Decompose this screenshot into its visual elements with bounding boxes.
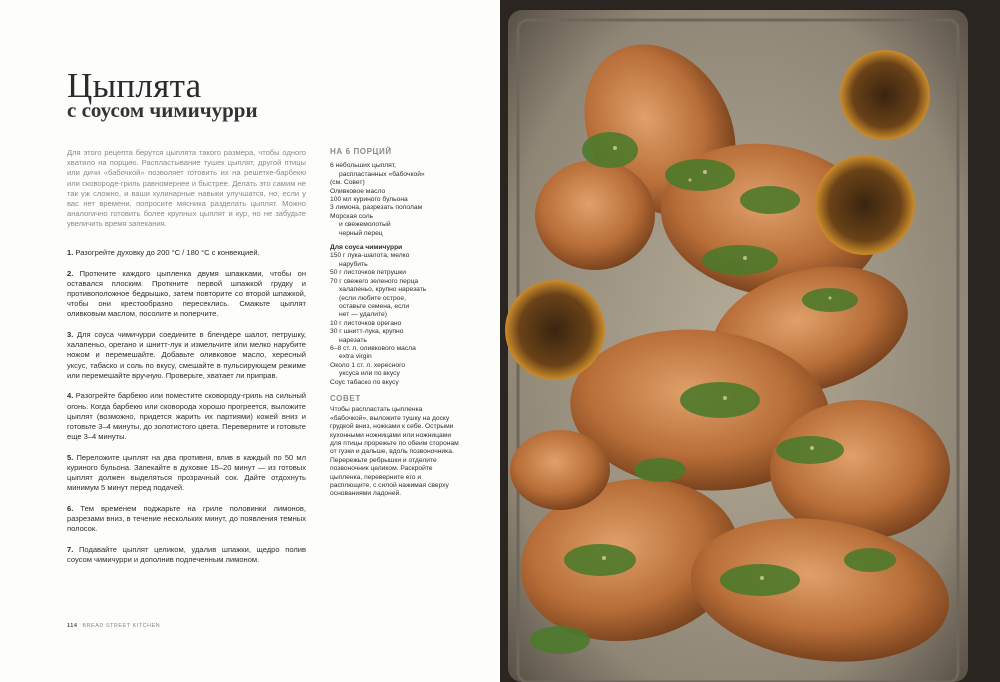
ingredient-line: 150 г лука-шалота, мелко <box>330 252 410 260</box>
ingredient-line: (если любите острое, <box>339 294 406 302</box>
page-number: 114 <box>67 623 78 629</box>
ingredient-line: и свежемолотый <box>339 221 391 229</box>
grilled-lemon <box>815 155 915 255</box>
step-number: 6. <box>67 504 74 514</box>
ingredient-line: 100 мл куриного бульона <box>330 196 408 204</box>
ingredients-column <box>330 148 460 499</box>
food-photo <box>500 0 1000 682</box>
chicken-piece <box>535 160 655 270</box>
step-number: 3. <box>67 330 74 339</box>
ingredient-line: халапеньо, крупно нарезать <box>339 286 427 294</box>
step-number: 2. <box>67 268 74 278</box>
recipe-intro: Для этого рецепта берутся цыплята такого размера, чтобы одного хватило на порцию. Распластывание тушек цыплят, другой птицы или дичи «бабочкой» позволяет готовить их на решетке-барбекю или сковороде-гриль равномернее и быстрее. Делать это самим не так уж сложно, и ваши кулинарные навыки улучшатся, но, если у вас нет времени, попросите мясника разделать цыплят. Можно аналогично готовить более крупных цыплят и кур, но не забудьте увеличить время запекания. <box>67 148 306 229</box>
recipe-steps <box>67 248 306 576</box>
sauce-heading: Для соуса чимичурри <box>330 244 403 252</box>
ingredient-line: черный перец <box>339 229 383 237</box>
step-number: 1. <box>67 248 74 257</box>
tip-text: Чтобы распластать цыпленка «бабочкой», выложите тушку на доску грудкой вниз, ножками к себе. Острыми кухонными ножницами или ножницами для птицы прорежьте по обеим сторонам от гузки и дальше, вдоль позвоночника. Перережьте ребрышки и отделите позвоночник целиком. Раскройте цыпленка, переверните его и расплющите, с силой нажимая сверху основаниями ладоней. <box>330 406 459 498</box>
step-number: 4. <box>67 391 74 401</box>
ingredient-line: extra virgin <box>339 353 372 361</box>
ingredient-line: 30 г шнитт-лука, крупно <box>330 328 404 336</box>
book-title: BREAD STREET KITCHEN <box>82 623 161 629</box>
ingredient-line: нарубить <box>339 260 368 268</box>
ingredient-line: Соус табаско по вкусу <box>330 378 399 386</box>
grilled-lemon <box>505 280 605 380</box>
recipe-step <box>67 269 306 320</box>
roasted-chicken-photo <box>500 0 1000 682</box>
step-text: Проткните каждого цыпленка двумя шпажками, чтобы он оставался плоским. Проткните первой шпажкой грудку и противоположное бедрышко, затем повторите со второй шпажкой, чтобы они крестообразно пересеклись. Смажьте цыплят оливковым маслом, посолите и поперчите. <box>67 268 306 319</box>
ingredient-line: (см. Совет) <box>330 179 365 187</box>
sauce-ingredients-list <box>330 252 460 387</box>
ingredient-line: 70 г свежего зеленого перца <box>330 277 419 285</box>
ingredient-line: распластанных «бабочкой» <box>339 170 425 178</box>
recipe-title: Цыплята <box>67 66 202 105</box>
step-number: 5. <box>67 452 74 462</box>
recipe-subtitle: с соусом чимичурри <box>67 98 258 122</box>
ingredient-line: уксуса или по вкусу <box>339 370 400 378</box>
grilled-lemon <box>840 50 930 140</box>
step-text: Разогрейте барбекю или поместите сковороду-гриль на сильный огонь. Когда барбекю или сковорода хорошо прогреется, выложите цыплят (возможно, придется жарить их партиями) кожей вниз и готовьте 3–4 минуты, до золотистого цвета. Переверните и готовьте еще 3–4 минуты. <box>67 391 306 442</box>
ingredient-line: нарезать <box>339 336 367 344</box>
recipe-step <box>67 330 306 381</box>
ingredient-line: Морская соль <box>330 212 374 220</box>
recipe-step <box>67 248 306 258</box>
recipe-step <box>67 391 306 442</box>
ingredients-main-list <box>330 162 460 238</box>
step-text: Разогрейте духовку до 200 °С / 180 °С с конвекцией. <box>75 248 260 257</box>
ingredient-line: Оливковое масло <box>330 187 386 195</box>
recipe-step <box>67 545 306 565</box>
ingredient-line: 50 г листочков петрушки <box>330 269 406 277</box>
step-number: 7. <box>67 545 74 555</box>
ingredient-line: нет — удалите) <box>339 311 387 319</box>
ingredient-line: 10 г листочков орегано <box>330 319 402 327</box>
step-text: Тем временем поджарьте на гриле половинки лимонов, разрезами вниз, в течение нескольких минут, до появления темных полосок. <box>67 504 306 534</box>
ingredient-line: 3 лимона, разрезать пополам <box>330 204 423 212</box>
ingredient-line: оставьте семена, если <box>339 302 410 310</box>
chicken-piece <box>510 430 610 510</box>
tip-heading: СОВЕТ <box>330 393 361 403</box>
step-text: Подавайте цыплят целиком, удалив шпажки, щедро полив соусом чимичурри и дополнив подпеченным лимоном. <box>67 545 306 565</box>
servings-heading: НА 6 ПОРЦИЙ <box>330 147 392 156</box>
recipe-step <box>67 453 306 494</box>
step-text: Для соуса чимичурри соедините в блендере шалот, петрушку, халапеньо, орегано и шнитт-лук и измельчите или мелко нарубите ножом и перемешайте. Добавьте оливковое масло, хересный уксус, табаско и соль по вкусу, смешайте в пульсирующем режиме или перемешайте вручную. Проверьте, хватает ли приправ. <box>67 330 306 380</box>
step-text: Переложите цыплят на два противня, влив в каждый по 50 мл куриного бульона. Запекайте в духовке 15–20 минут — из готовых цыплят должен выделяться прозрачный сок. Дайте отдохнуть минимум 5 минут перед подачей. <box>67 452 306 493</box>
ingredient-line: Около 1 ст. л. хересного <box>330 361 406 369</box>
recipe-step <box>67 504 306 535</box>
page-footer <box>67 623 160 629</box>
ingredient-line: 6–8 ст. л. оливкового масла <box>330 344 416 352</box>
ingredient-line: 6 небольших цыплят, <box>330 162 396 170</box>
